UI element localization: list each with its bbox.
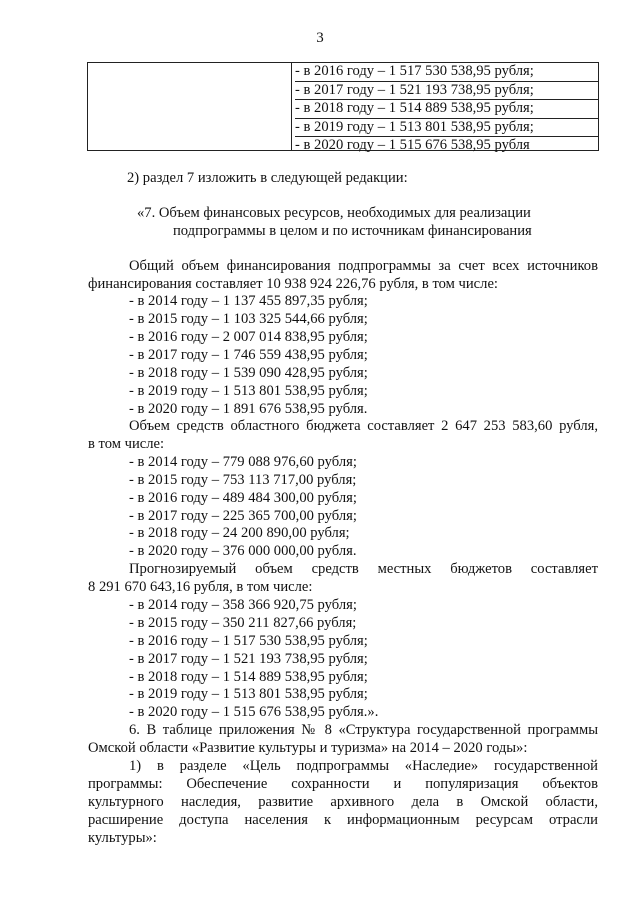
- sub1-paragraph-line: расширение доступа населения к информационным ресурсам отрасли: [88, 812, 598, 828]
- section-heading-line: «7. Объем финансовых ресурсов, необходимых для реализации: [137, 205, 531, 221]
- table-row: - в 2016 году – 1 517 530 538,95 рубля;: [295, 63, 534, 79]
- list-item: - в 2017 году – 1 746 559 438,95 рубля;: [129, 347, 368, 363]
- table-row: - в 2019 году – 1 513 801 538,95 рубля;: [295, 118, 598, 137]
- item6-paragraph-line: Омской области «Развитие культуры и туризма» на 2014 – 2020 годы»:: [88, 740, 528, 756]
- regional-paragraph-line: Объем средств областного бюджета составляет 2 647 253 583,60 рубля,: [129, 418, 598, 434]
- list-item: - в 2019 году – 1 513 801 538,95 рубля;: [129, 686, 368, 702]
- section-heading-line: подпрограммы в целом и по источникам финансирования: [173, 223, 532, 239]
- section-intro: 2) раздел 7 изложить в следующей редакции:: [127, 170, 408, 186]
- item6-paragraph-line: 6. В таблице приложения № 8 «Структура государственной программы: [129, 722, 598, 738]
- total-paragraph-line: Общий объем финансирования подпрограммы за счет всех источников: [129, 258, 598, 274]
- sub1-paragraph-line: культуры»:: [88, 830, 157, 846]
- list-item: - в 2015 году – 1 103 325 544,66 рубля;: [129, 311, 368, 327]
- table-row: - в 2018 году – 1 514 889 538,95 рубля;: [295, 99, 598, 118]
- list-item: - в 2018 году – 24 200 890,00 рубля;: [129, 525, 350, 541]
- list-item: - в 2014 году – 779 088 976,60 рубля;: [129, 454, 357, 470]
- table-row: - в 2017 году – 1 521 193 738,95 рубля;: [295, 81, 598, 100]
- list-item: - в 2020 году – 1 515 676 538,95 рубля.».: [129, 704, 379, 720]
- continuation-table: [87, 62, 599, 154]
- total-paragraph-line: финансирования составляет 10 938 924 226,76 рубля, в том числе:: [88, 276, 498, 292]
- table-amounts-cell: [292, 63, 598, 154]
- sub1-paragraph-line: программы: Обеспечение сохранности и популяризация объектов: [88, 776, 598, 792]
- list-item: - в 2014 году – 358 366 920,75 рубля;: [129, 597, 357, 613]
- list-item: - в 2015 году – 350 211 827,66 рубля;: [129, 615, 357, 631]
- list-item: - в 2016 году – 1 517 530 538,95 рубля;: [129, 633, 368, 649]
- list-item: - в 2015 году – 753 113 717,00 рубля;: [129, 472, 357, 488]
- list-item: - в 2018 году – 1 514 889 538,95 рубля;: [129, 669, 368, 685]
- sub1-paragraph-line: культурного наследия, развитие архивного дела в Омской области,: [88, 794, 598, 810]
- page-number: 3: [316, 30, 324, 46]
- sub1-paragraph-line: 1) в разделе «Цель подпрограммы «Наследие» государственной: [129, 758, 598, 774]
- list-item: - в 2016 году – 2 007 014 838,95 рубля;: [129, 329, 368, 345]
- local-paragraph-line: 8 291 670 643,16 рубля, в том числе:: [88, 579, 313, 595]
- list-item: - в 2019 году – 1 513 801 538,95 рубля;: [129, 383, 368, 399]
- list-item: - в 2017 году – 225 365 700,00 рубля;: [129, 508, 357, 524]
- list-item: - в 2020 году – 1 891 676 538,95 рубля.: [129, 401, 368, 417]
- table-empty-cell: [88, 63, 292, 150]
- list-item: - в 2016 году – 489 484 300,00 рубля;: [129, 490, 357, 506]
- table-row: - в 2020 году – 1 515 676 538,95 рубля: [295, 136, 598, 155]
- list-item: - в 2018 году – 1 539 090 428,95 рубля;: [129, 365, 368, 381]
- list-item: - в 2014 году – 1 137 455 897,35 рубля;: [129, 293, 368, 309]
- list-item: - в 2017 году – 1 521 193 738,95 рубля;: [129, 651, 368, 667]
- list-item: - в 2020 году – 376 000 000,00 рубля.: [129, 543, 357, 559]
- regional-paragraph-line: в том числе:: [88, 436, 165, 452]
- local-paragraph-line: Прогнозируемый объем средств местных бюджетов составляет: [129, 561, 598, 577]
